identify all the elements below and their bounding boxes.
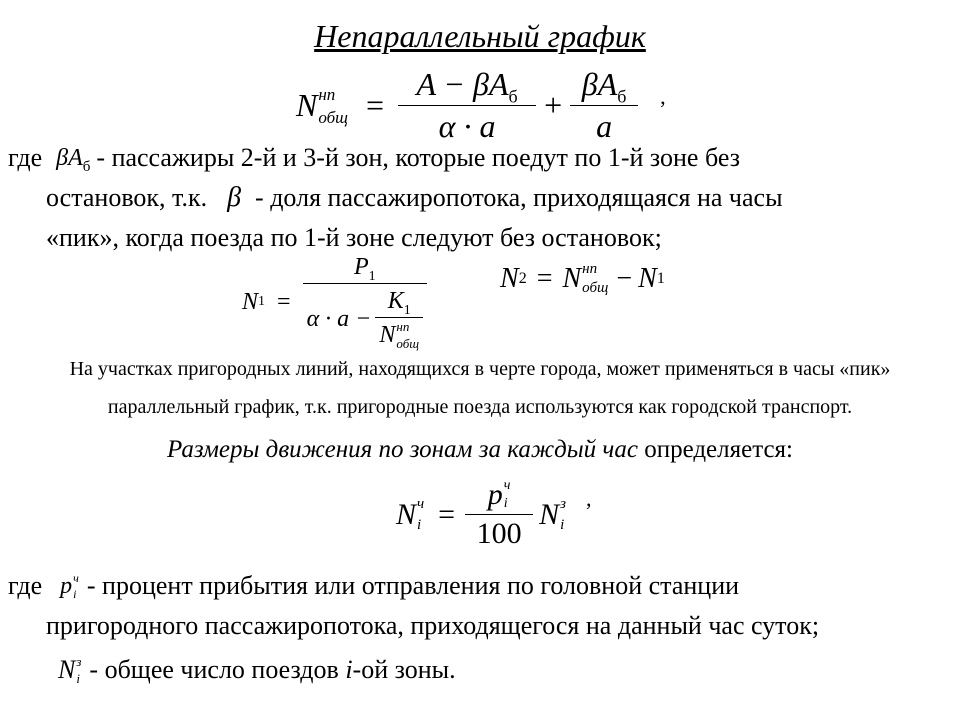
formula-ni-hourly: N ч i = p ч i 100 N з i ,	[396, 478, 592, 550]
explanation-paragraph-2: где p ч i - процент прибытия или отправления по головной станции пригородного пассажиропотока, приходящегося на данный час суток; N з i - общее число поездов i -ой зоны.	[8, 571, 820, 686]
note-parallel-schedule-line2: параллельный график, т.к. пригородные поезда используются как городской транспорт.	[107, 396, 853, 418]
note-parallel-schedule-line1: На участках пригородных линий, находящихся в черте города, может применяться в часы «пик»	[69, 358, 891, 380]
subheading-train-volume: Размеры движения по зонам за каждый час определяется:	[167, 436, 793, 463]
explanation-paragraph-1: где $\beta A_б$ - пассажиры 2-й и 3-й зон, которые поедут по 1-й зоне без остановок, т.к. β - доля пассажиропотока, приходящаяся на часы «пик», когда поезда по 1-й зоне следуют без остановок;	[8, 143, 783, 252]
page-title: Непараллельный график	[314, 18, 646, 54]
formula-n-total-nonparallel: N нп общ = $\frac{A - \beta A_б}{\alpha \cdot a}$ + $\frac{\beta A_б}{a}$ ,	[296, 66, 666, 144]
formula-n2: N 2 = N нп общ − N 1	[500, 261, 665, 296]
formula-n1: N 1 = $P_1$ α · a − $K_1$ N нп общ	[242, 252, 427, 352]
